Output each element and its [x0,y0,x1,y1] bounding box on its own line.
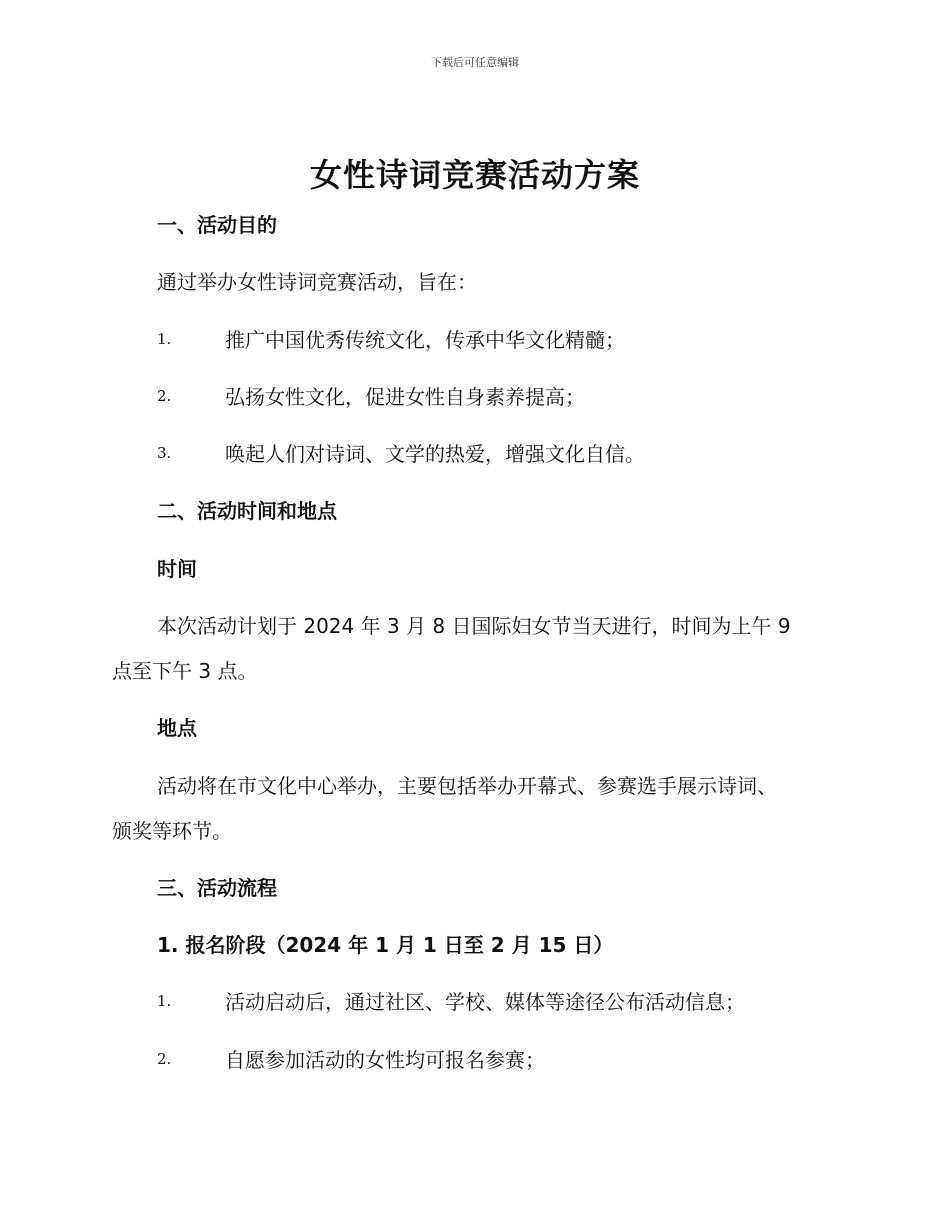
list-text: 唤起人们对诗词、文学的热爱，增强文化自信。 [225,442,645,466]
list-text: 活动启动后，通过社区、学校、媒体等途径公布活动信息； [225,990,745,1014]
stage1-heading: 1. 报名阶段（2024 年 1 月 1 日至 2 月 15 日） [157,933,614,957]
header-note: 下载后可任意编辑 [431,56,519,69]
list-number: 1. [157,992,172,1010]
section2-heading: 二、活动时间和地点 [157,499,337,523]
place-paragraph-line2: 颁奖等环节。 [112,819,232,843]
list-number: 2. [157,1050,172,1068]
section1-intro: 通过举办女性诗词竞赛活动，旨在： [157,270,477,294]
time-paragraph-line2: 点至下午 3 点。 [112,659,258,683]
list-text: 推广中国优秀传统文化，传承中华文化精髓； [225,328,625,352]
list-number: 3. [157,444,172,462]
section1-heading: 一、活动目的 [157,213,277,237]
time-heading: 时间 [157,557,197,581]
list-text: 弘扬女性文化，促进女性自身素养提高； [225,385,585,409]
place-paragraph-line1: 活动将在市文化中心举办，主要包括举办开幕式、参赛选手展示诗词、 [157,774,777,798]
place-heading: 地点 [157,716,197,740]
time-paragraph-line1: 本次活动计划于 2024 年 3 月 8 日国际妇女节当天进行，时间为上午 9 [157,614,791,638]
list-number: 1. [157,330,172,348]
list-text: 自愿参加活动的女性均可报名参赛； [225,1048,545,1072]
section3-heading: 三、活动流程 [157,876,277,900]
document-title: 女性诗词竞赛活动方案 [309,156,640,194]
list-number: 2. [157,387,172,405]
